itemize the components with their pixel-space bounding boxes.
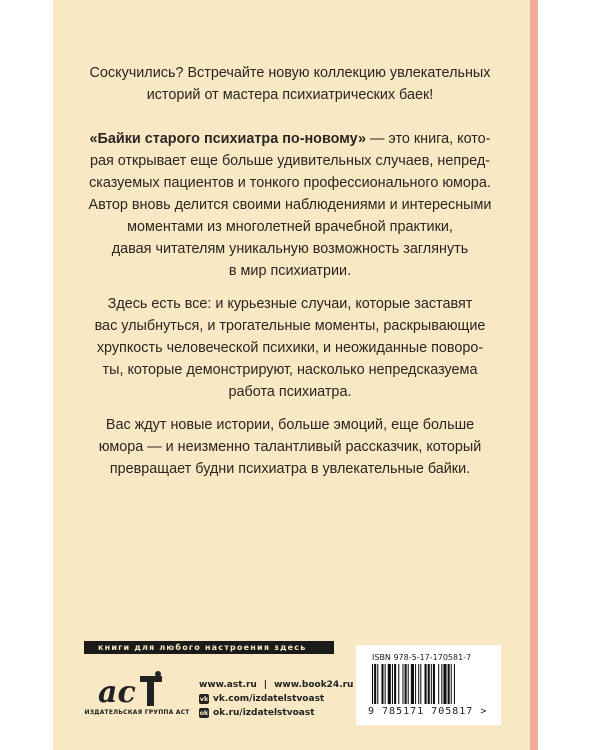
- barcode-bar: [428, 664, 430, 704]
- barcode-bar: [408, 664, 409, 704]
- barcode-bar: [392, 664, 393, 704]
- publisher-group-label: ИЗДАТЕЛЬСКАЯ ГРУППА АСТ: [84, 709, 190, 716]
- barcode-bar: [441, 664, 442, 704]
- tagline-band: книги для любого настроения здесь: [84, 641, 334, 654]
- ast-website-link[interactable]: www.ast.ru: [199, 680, 257, 690]
- barcode-bar: [372, 664, 373, 704]
- barcode-bar: [443, 664, 446, 704]
- barcode-bar: [418, 664, 419, 704]
- blurb-line: Автор вновь делится своими наблюдениями и интересными: [88, 197, 492, 213]
- barcode-bar: [425, 664, 427, 704]
- blurb-line: давая читателям уникальную возможность заглянуть: [111, 241, 469, 257]
- vk-link-row[interactable]: [199, 692, 353, 706]
- barcode-bar: [451, 664, 452, 704]
- barcode-bar: [388, 664, 391, 704]
- barcode-bar: [394, 664, 396, 704]
- blurb-line: — это книга, кото-: [366, 131, 491, 147]
- blurb-lead-line: Соскучились? Встречайте новую коллекцию увлекательных: [89, 65, 491, 81]
- barcode-bar: [398, 664, 399, 704]
- blurb-paragraph-1: [70, 128, 510, 282]
- ok-link[interactable]: ok.ru/izdatelstvoast: [213, 708, 315, 718]
- ean-digits: 9 785171 705817 >: [368, 706, 488, 717]
- vk-link[interactable]: vk.com/izdatelstvoast: [213, 694, 325, 704]
- blurb-line: хрупкость человеческой психики, и неожиданные поворо-: [96, 340, 484, 356]
- barcode-bar: [438, 664, 439, 704]
- svg-text:ac: ac: [98, 675, 136, 710]
- barcode-bar: [385, 664, 386, 704]
- ok-icon: ok: [199, 709, 209, 717]
- ok-link-row[interactable]: [199, 706, 353, 720]
- blurb-line: в мир психиатрии.: [228, 263, 352, 279]
- blurb-paragraph-2: [70, 293, 510, 403]
- blurb-line: ты, которые демонстрируют, насколько непредсказуема: [102, 362, 478, 378]
- blurb-line: моментами из многолетней врачебной практики,: [127, 219, 453, 235]
- barcode-bar: [381, 664, 383, 704]
- barcode-bar: [402, 664, 403, 704]
- blurb-line: превращает будни психиатра в увлекательные байки.: [109, 461, 471, 477]
- blurb-line: вас улыбнуться, и трогательные моменты, раскрывающие: [94, 318, 486, 334]
- spine-edge: [530, 0, 538, 750]
- vk-icon: vk: [199, 695, 209, 703]
- isbn-label: ISBN 978-5-17-170581-7: [372, 653, 472, 662]
- blurb-line: юмора — и неизменно талантливый рассказчик, который: [98, 439, 482, 455]
- link-separator: |: [263, 680, 268, 690]
- blurb-lead: [70, 62, 510, 106]
- barcode-bar: [433, 664, 435, 704]
- book24-website-link[interactable]: www.book24.ru: [274, 680, 354, 690]
- blurb-line: работа психиатра.: [228, 384, 352, 400]
- publisher-links: [199, 678, 353, 720]
- blurb-line: рая открывает еще больше удивительных случаев, непред-: [89, 153, 491, 169]
- blurb: [70, 62, 510, 491]
- blurb-paragraph-3: [70, 414, 510, 480]
- barcode-bars: [372, 664, 482, 704]
- barcode-bar: [405, 664, 407, 704]
- barcode-bar: [448, 664, 450, 704]
- blurb-line: Здесь есть все: и курьезные случаи, которые заставят: [107, 296, 473, 312]
- barcode-bar: [377, 664, 378, 704]
- blurb-line: Вас ждут новые истории, больше эмоций, еще больше: [105, 417, 475, 433]
- barcode-bar: [431, 664, 432, 704]
- barcode-bar: [415, 664, 416, 704]
- barcode-bar: [454, 664, 455, 704]
- blurb-lead-line: историй от мастера психиатрических баек!: [146, 87, 434, 103]
- barcode-bar: [420, 664, 421, 704]
- barcode-bar: [411, 664, 414, 704]
- book-title-quote: «Байки старого психиатра по-новому»: [89, 131, 367, 147]
- website-links: [199, 678, 353, 692]
- barcode-bar: [374, 664, 376, 704]
- blurb-line: сказуемых пациентов и тонкого профессионального юмора.: [89, 175, 491, 191]
- barcode-graphic: [372, 664, 482, 704]
